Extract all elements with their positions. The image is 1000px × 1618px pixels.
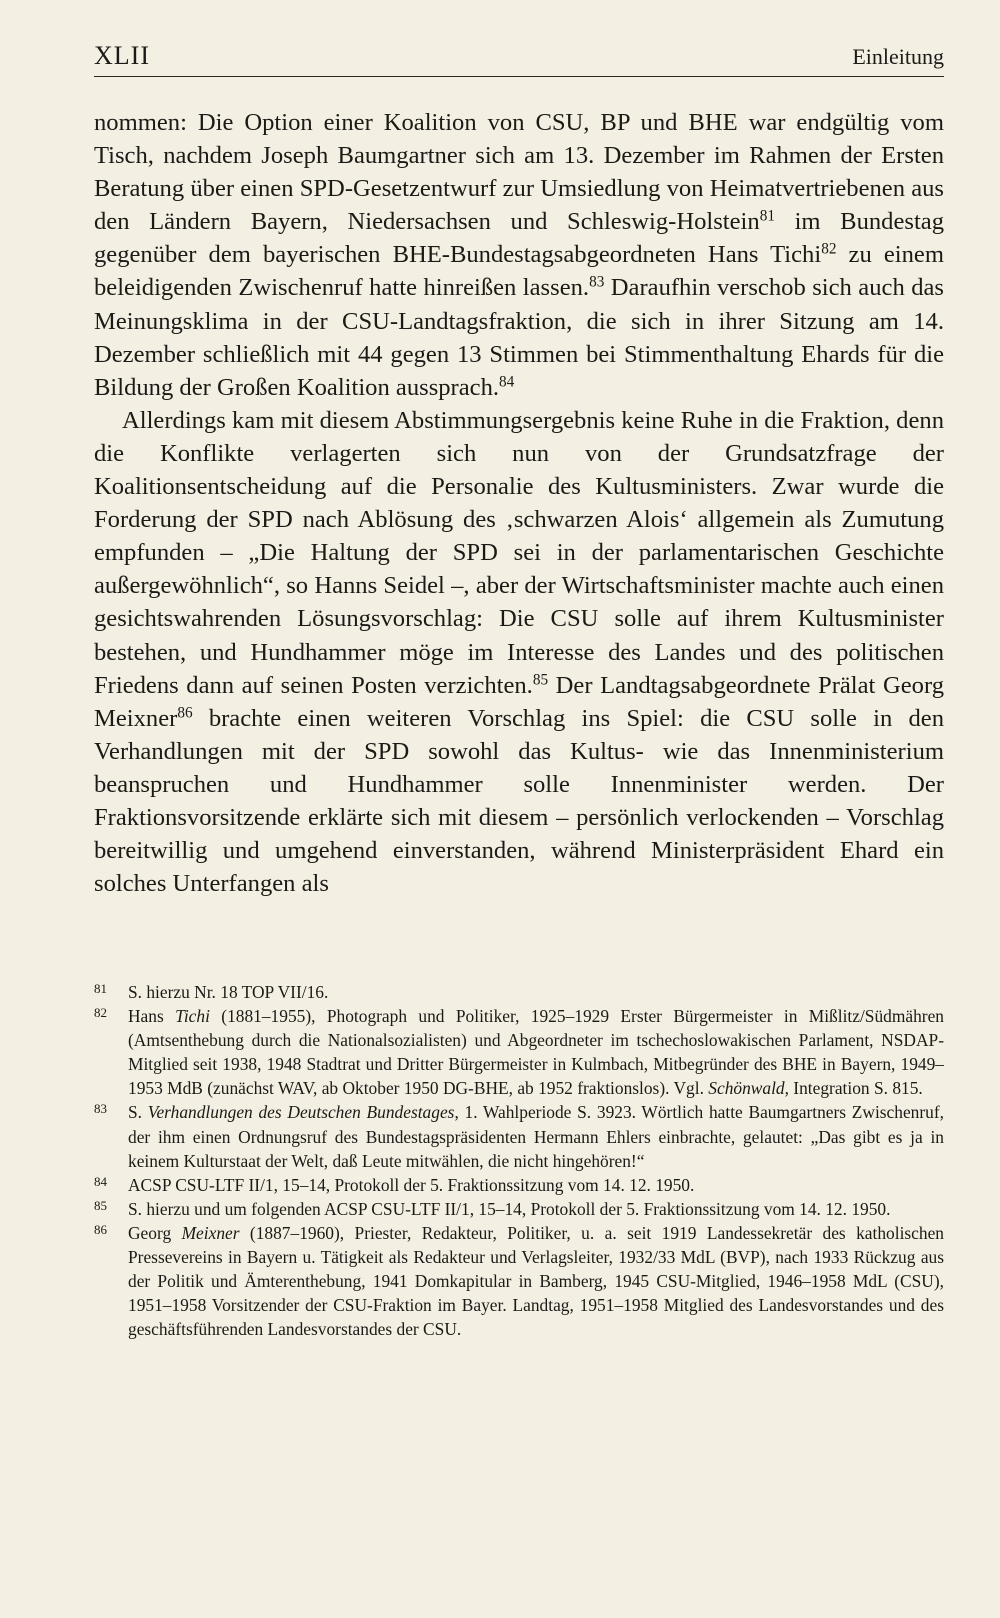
footnote-86 xyxy=(94,1221,944,1341)
running-head: Einleitung xyxy=(852,44,944,69)
text-segment: Allerdings kam mit diesem Abstimmungsergebnis keine Ruhe in die Fraktion, denn die Konflikte verlagerten sich nun von der Grundsatzfrage der Koalitionsentscheidung auf die Personalie des Kultusministers. Zwar wurde die Forderung der SPD nach Ablösung des ‚schwarzen Alois‘ allgemein als Zumutung empfunden – „Die Haltung der SPD sei in der parlamentarischen Geschichte außergewöhnlich“, so Hanns Seidel –, aber der Wirtschaftsminister machte auch einen gesichtswahrenden Lösungsvorschlag: Die CSU solle auf ihrem Kultusminister bestehen, und Hundhammer möge im Interesse des Landes und des politischen Friedens dann auf seinen Posten verzichten. xyxy=(94,406,944,699)
footnote-81 xyxy=(94,980,944,1004)
text-segment: , 1. Wahlperiode S. 3923. Wörtlich hatte Baumgartners Zwischenruf, der ihm einen Ordnungsruf des Bundestagspräsidenten Hermann Ehlers einbrachte, gelautet: „Das gibt es ja in keinem Kulturstaat der Welt, daß Leute mitwählen, die nicht hingehören!“ xyxy=(128,1102,945,1171)
text-segment: (1881–1955), Photograph und Politiker, 1925–1929 Erster Bürgermeister in Mißlitz/Südmähren (Amtsenthebung durch die Nationalsozialisten) und Abgeordneter im tschechoslowakischen Parlament, NSDAP-Mitglied seit 1938, 1948 Stadtrat und Dritter Bürgermeister in Kulmbach, Mitbegründer des BHE in Bayern, 1949–1953 MdB (zunächst WAV, ab Oktober 1950 DG-BHE, ab 1952 fraktionslos). Vgl. xyxy=(128,1006,945,1099)
footnote-ref-82: 82 xyxy=(821,241,837,258)
paragraph-2 xyxy=(94,404,944,900)
publication-title: Verhandlungen des Deutschen Bundestages xyxy=(147,1102,455,1123)
footnote-text: S. hierzu Nr. 18 TOP VII/16. xyxy=(128,982,329,1002)
footnote-ref-81: 81 xyxy=(759,207,775,225)
footnote-number: 81 xyxy=(94,981,107,996)
person-name: Tichi xyxy=(175,1006,210,1027)
text-segment: Georg xyxy=(128,1222,182,1243)
text-segment: Daraufhin verschob sich auch das Meinungsklima in der CSU-Landtagsfraktion, die sich in ihrer Sitzung am 14. Dezember schließlich mit 44 gegen 13 Stimmen bei Stimmenthaltung Ehards für die Bildung der Großen Koalition aussprach. xyxy=(94,274,944,401)
text-segment: Hans xyxy=(128,1006,176,1027)
paragraph-1 xyxy=(94,106,944,404)
page-number: XLII xyxy=(94,41,150,70)
footnote-number: 82 xyxy=(94,1005,107,1021)
footnote-82 xyxy=(94,1004,944,1100)
text-segment: zu einem beleidigenden Zwischenruf hatte hinreißen lassen. xyxy=(94,241,944,302)
text-segment: S. xyxy=(128,1102,148,1123)
footnote-number: 86 xyxy=(94,1221,107,1237)
footnote-83 xyxy=(94,1100,944,1172)
text-segment: nommen: Die Option einer Koalition von CSU, BP und BHE war endgültig vom Tisch, nachdem Joseph Baumgartner sich am 13. Dezember im Rahmen der Ersten Beratung über einen SPD-Gesetzentwurf zur Umsiedlung von Heimatvertriebenen aus den Ländern Bayern, Niedersachsen und Schleswig-Holstein xyxy=(94,109,944,236)
footnote-text: ACSP CSU-LTF II/1, 15–14, Protokoll der 5. Fraktionssitzung vom 14. 12. 1950. xyxy=(128,1174,695,1195)
text-segment: brachte einen weiteren Vorschlag ins Spiel: die CSU solle in den Verhandlungen mit der SPD sowohl das Kultus- wie das Innenministerium beanspruchen und Hundhammer solle Innenminister werden. Der Fraktionsvorsitzende erklärte sich mit diesem – persönlich verlockenden – Vorschlag bereitwillig und umgehend einverstanden, während Ministerpräsident Ehard ein solches Unterfangen als xyxy=(94,704,944,898)
footnote-text xyxy=(128,1004,944,1100)
footnote-ref-85: 85 xyxy=(532,671,549,689)
footnote-number: 85 xyxy=(94,1197,107,1213)
author-reference: Schönwald xyxy=(708,1078,785,1099)
footnote-text xyxy=(128,1221,944,1341)
text-segment: , Integration S. 815. xyxy=(784,1078,923,1099)
text-segment: Der Landtagsabgeordnete Prälat Georg Meixner xyxy=(94,671,944,732)
footnote-number: 84 xyxy=(94,1173,107,1189)
footnote-text: S. hierzu und um folgenden ACSP CSU-LTF II/1, 15–14, Protokoll der 5. Fraktionssitzung vom 14. 12. 1950. xyxy=(128,1198,891,1219)
footnote-ref-86: 86 xyxy=(177,704,193,722)
text-segment: (1887–1960), Priester, Redakteur, Politiker, u. a. seit 1919 Landessekretär des katholischen Pressevereins in Bayern u. Tätigkeit als Redakteur und Verlagsleiter, 1932/33 MdL (BVP), nach 1933 Rückzug aus der Politik und Ämterenthebung, 1941 Domkapitular in Bamberg, 1945 CSU-Mitglied, 1946–1958 MdL (CSU), 1951–1958 Vorsitzender der CSU-Fraktion im Bayer. Landtag, 1951–1958 Mitglied des Landesvorstandes und des geschäftsführenden Landesvorstandes der CSU. xyxy=(128,1222,944,1340)
footnotes xyxy=(94,980,944,1341)
footnote-85 xyxy=(94,1197,944,1221)
footnote-ref-84: 84 xyxy=(499,373,515,391)
text-segment: im Bundestag gegenüber dem bayerischen BHE-Bundestagsabgeordneten Hans Tichi xyxy=(94,208,944,269)
footnote-text xyxy=(128,1100,944,1172)
footnote-number: 83 xyxy=(94,1101,107,1117)
main-text xyxy=(94,106,944,900)
footnote-ref-83: 83 xyxy=(589,274,605,292)
person-name: Meixner xyxy=(181,1222,240,1243)
page-header xyxy=(94,40,944,77)
footnote-84 xyxy=(94,1173,944,1197)
